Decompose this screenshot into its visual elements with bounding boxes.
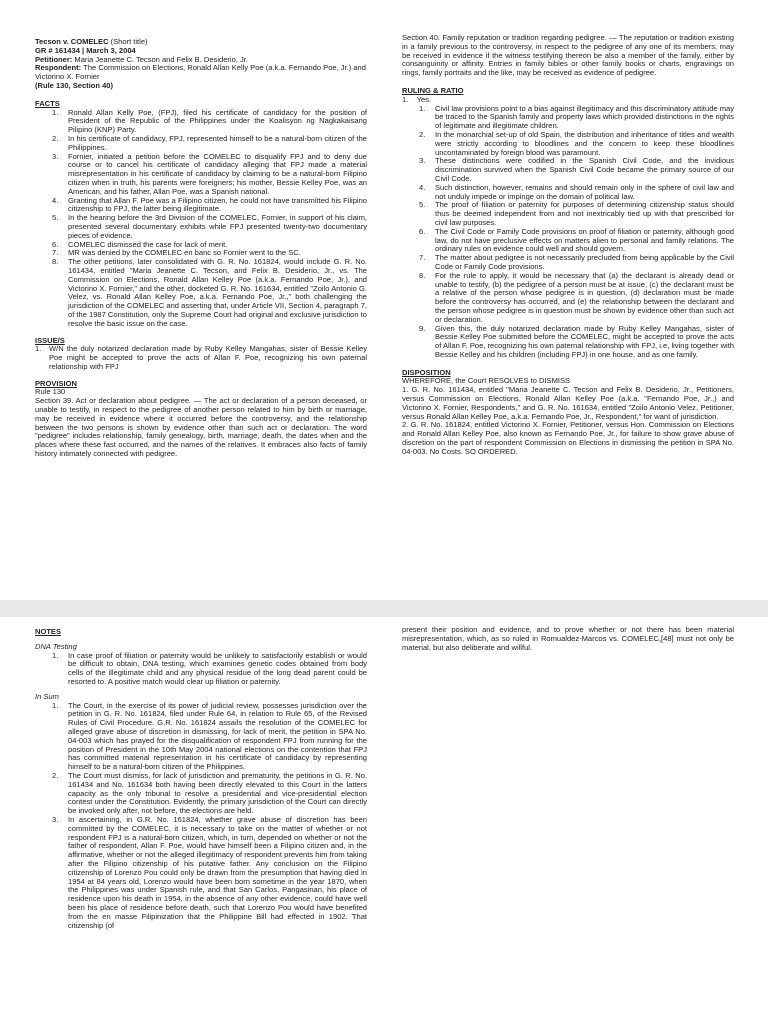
page1-right-column (402, 34, 734, 457)
in-sum-item: 2. The Court must dismiss, for lack of jurisdiction and prematurity, the petitions in G. R. No. 161434 and No. 161634 both having been directly elevated to this Court in the latters capacity as the only tribunal to resolve a presidential and vice-presidential election contest under the Constitution. Evidently, the primary jurisdiction of the Court can directly be invoked only after, not before, the elections are held. (52, 770, 367, 816)
in-sum-item: 3. In ascertaining, in G.R. No. 161824, whether grave abuse of discretion has been committed by the COMELEC, it is necessary to take on the matter of whether or not respondent FPJ is a natural-born citizen, which, in turn, depended on whether or not the father of respondent, Allan F. Poe, would have himself been a Filipino citizen and, in the affirmative, whether or not the alleged illegitimacy of respondent prevents him from taking after the Filipino citizenship of his putative father. Any conclusion on the Filipino citizenship of Lorenzo Pou could only be drawn from the presumption that having died in 1954 at 84 years old, Lorenzo would have been born sometime in the year 1870, when the Philippines was under Spanish rule, and that San Carlos, Pangasinan, his place of residence upon his death in 1954, in the absence of any other evidence, could have well been his place of residence before death, such that Lorenzo Pou would have benefited from the en masse Filipinization that the Philippine Bill had effected in 1902. That citizenship (of (52, 814, 367, 930)
provision-rule: Rule 130 (35, 387, 66, 397)
in-sum-item: 1. The Court, in the exercise of its power of judicial review, possesses jurisdiction over the petition in G. R. No. 161824, filed under Rule 64, in relation to Rule 65, of the Revised Rules of Civil Procedure. G.R. No. 161824 assails the resolution of the COMELEC for alleged grave abuse of discretion in dismissing, for lack of merit, the petition in SPA No. 04-003 which has prayed for the disqualification of respondent FPJ from running for the position of President in the 10th May 2004 national elections on the contention that FPJ has committed material representation in his certificate of candidacy by representing himself to be a natural-born citizen of the Philippines. (52, 700, 367, 772)
notes-continuation: present their position and evidence, and to prove whether or not there has been material misrepresentation, which, as so ruled in Romualdez-Marcos vs. COMELEC,[48] must not only be material, but also deliberate and willful. (402, 625, 734, 652)
in-sum-list (35, 702, 367, 931)
provision-section-39: Section 39. Act or declaration about pedigree. — The act or declaration of a person deceased, or unable to testify, in respect to the pedigree of another person related to him by birth or marriage, may be received in evidence where it occurred before the controversy, and the relationship between the two persons is shown by evidence other than such act or declaration. The word "pedigree" includes relationship, family genealogy, birth, marriage, death, the dates when and the places where these fast occurred, and the names of the relatives. It embraces also facts of family history intimately connected with pedigree. (35, 396, 367, 459)
ruling-item: 9. Given this, the duly notarized declaration made by Ruby Kelley Mangahas, sister of Bessie Kelley Poe submitted before the COMELEC, might be accepted to prove the acts of Allan F. Poe, recognizing his own paternal relationship with FPJ, i.e, living together with Bessie Kelley and his children (including FPJ) in one house, and as one family. (419, 323, 734, 359)
ruling-item: 2. In the monarchial set-up of old Spain, the distribution and inheritance of titles and wealth were strictly according to bloodlines and the concern to keep these bloodlines uncontaminated by foreign blood was paramount. (419, 129, 734, 157)
ruling-item: 3. These distinctions were codified in the Spanish Civil Code, and the invidious discrimination survived when the Spanish Civil Code became the primary source of our Civil Code. (419, 156, 734, 183)
ruling-item: 7. The matter about pedigree is not necessarily precluded from being applicable by the Civil Code or Family Code provisions. (419, 253, 734, 271)
page2-left-column (35, 628, 367, 930)
facts-item: 1. Ronald Allan Kelly Poe, (FPJ), filed his certificate of candidacy for the position of President of the Republic of the Philippines under the Koalisyon ng Nagkakaisang Pilipino (KNP) Party. (52, 107, 367, 135)
issues-list (35, 345, 367, 371)
facts-heading: FACTS (35, 98, 60, 108)
page1-left-column (35, 38, 367, 459)
petitioner-label: Petitioner: (35, 54, 75, 64)
page2-right-column (402, 626, 734, 652)
case-title: Tecson v. COMELEC (35, 37, 109, 46)
facts-list (35, 109, 367, 329)
respondent-names: The Commission on Elections, Ronald Allan Kelly Poe (a.k.a. Fernando Poe, Jr.) and Victorino X. Fornier (35, 63, 366, 82)
disposition-paragraph-2: 2. G. R. No. 161824, entitled Victorino X. Fornier, Petitioner, versus Hon. Commission on Elections and Ronald Allan Kelley Poe, also known as Fernando Poe, Jr., for failure to show grave abuse of discretion on the part of respondent Commission on Elections in dismissing the petition in SPA No. 04-003. No Costs. SO ORDERED. (402, 420, 734, 456)
dna-testing-subheading: DNA Testing (35, 641, 77, 651)
notes-heading: NOTES (35, 627, 61, 636)
rule-reference: (Rule 130, Section 40) (35, 80, 114, 90)
ruling-heading: RULING & RATIO (402, 85, 464, 95)
facts-item: 8. The other petitions, later consolidated with G. R. No. 161824, would include G. R. No. 161434, entitled "Maria Jeanette C. Tecson, and Felix B. Desiderio, Jr., vs. The Commission on Elections, Ronald Allan Kelley Poe (a.k.a. Fernando Poe, Jr.), and Victorino X. Fornier," and the other, docketed G. R. No. 161634, entitled "Zoilo Antonio G. Velez, vs. Ronald Allan Kelley Poe, a.k.a. Fernando Poe, Jr.," both challenging the jurisdiction of the COMELEC and asserting that, under Article VII, Section 4, paragraph 7, of the 1987 Constitution, only the Supreme Court had original and exclusive jurisdiction to resolve the basic issue on the case. (52, 257, 367, 328)
facts-item: 4. Granting that Allan F. Poe was a Filipino citizen, he could not have transmitted his Filipino citizenship to FPJ, the latter being illegitimate. (52, 195, 367, 214)
disposition-heading: DISPOSITION (402, 367, 451, 377)
ruling-item: 8. For the rule to apply, it would be necessary that (a) the declarant is already dead or unable to testify, (b) the pedigree of a person must be at issue, (c) the declarant must be a relative of the person whose pedigree is in question, (d) declaration must be made before the controversy has occurred, and (e) the relationship between the declarant and the person whose pedigree is in question must be shown by evidence other than such act or declaration. (419, 270, 734, 324)
ruling-item: 6. The Civil Code or Family Code provisions on proof of filiation or paternity, although good law, do not have preclusive effects on matters alien to personal and family relations. The ordinary rules on evidence could well and should govern. (419, 226, 734, 254)
dna-testing-item: 1. In case proof of filiation or paternity would be unlikely to satisfactorily establish or would be difficult to obtain, DNA testing, which examines genetic codes obtained from body cells of the illegitimate child and any physical residue of the long dead parent could be resorted to. A positive match would clear up filiation or paternity. (52, 650, 367, 686)
issue-item: 1. W/N the duly notarized declaration made by Ruby Kelley Mangahas, sister of Bessie Kelley Poe might be accepted to prove the acts of Allan F. Poe, recognizing his own paternal relationship with FPJ (35, 344, 367, 371)
gr-label: GR # (35, 45, 55, 55)
disposition-paragraph-1: 1. G. R. No. 161434, entitled "Maria Jeanette C. Tecson and Felix B. Desiderio, Jr., Petitioners, versus Commission on Elections, Ronald Allan Kelley Poe (a.k.a. "Fernando Poe, Jr.,) and Victorino X. Fornier, Respondents," and G. R. No. 161634, entitled "Zoilo Antonio Velez, Petitioner, versus Ronald Allan Kelley Poe, a.k.a. Fernando Poe, Jr., Respondent," for want of jurisdiction. (402, 385, 734, 421)
ruling-list (402, 105, 734, 360)
ruling-answer: 1. Yes. (402, 94, 432, 104)
facts-item: 2. In his certificate of candidacy, FPJ, represented himself to be a natural-born citizen of the Philippines. (52, 133, 367, 152)
respondent-label: Respondent: (35, 63, 84, 73)
facts-item: 3. Fornier, initiated a petition before the COMELEC to disqualify FPJ and to deny due course or to cancel his certificate of candidacy alleging that FPJ made a material misrepresentation in his certificate of candidacy by claiming to be a natural-born Filipino citizen when in truth, his parents were foreigners; his mother, Bessie Kelley Poe, was an American, and his father, Allan Poe, was a Spanish national. (52, 151, 367, 196)
ruling-item: 5. The proof of filiation or paternity for purposes of determining citizenship status should thus be deemed independent from and not inextricably tied up with that prescribed for civil law purposes. (419, 200, 734, 227)
dna-testing-list (35, 652, 367, 687)
facts-item: 7. MR was denied by the COMELEC en banc so Fornier went to the SC. (52, 248, 301, 258)
gr-number: 161434 | March 3, 2004 (54, 45, 136, 55)
ruling-item: 4. Such distinction, however, remains and should remain only in the sphere of civil law and not unduly impede or impinge on the domain of political law. (419, 182, 734, 201)
case-header (35, 38, 367, 91)
disposition-intro: WHEREFORE, the Court RESOLVES to DISMISS (402, 376, 571, 386)
ruling-item: 1. Civil law provisions point to a bias against illegitimacy and this discriminatory attitude may be traced to the Spanish family and property laws which provided distinctions in the rights of legitimate and illegitimate children. (419, 103, 734, 131)
document-page-2 (0, 617, 768, 1024)
issues-heading: ISSUE/S (35, 335, 65, 345)
provision-heading: PROVISION (35, 378, 77, 388)
petitioner-names: Maria Jeanette C. Tecson and Felix B. Desiderio, Jr. (74, 54, 248, 64)
facts-item: 5. In the hearing before the 3rd Division of the COMELEC, Fornier, in support of his claim, presented several documentary exhibits while FPJ presented twenty-two documentary pieces of evidence. (52, 213, 367, 240)
provision-section-40: Section 40. Family reputation or tradition regarding pedigree. — The reputation or tradition existing in a family previous to the controversy, in respect to the pedigree of any one of its members, may be received in evidence if the witness testifying thereon be also a member of the family, either by consanguinity or affinity. Entries in family bibles or other family books or charts, engravings on rings, family portraits and the like, may be received as evidence of pedigree. (402, 33, 734, 78)
in-sum-subheading: In Sum (35, 691, 59, 701)
short-title-note: (Short title) (108, 37, 148, 46)
facts-item: 6. COMELEC dismissed the case for lack of merit. (52, 239, 228, 249)
